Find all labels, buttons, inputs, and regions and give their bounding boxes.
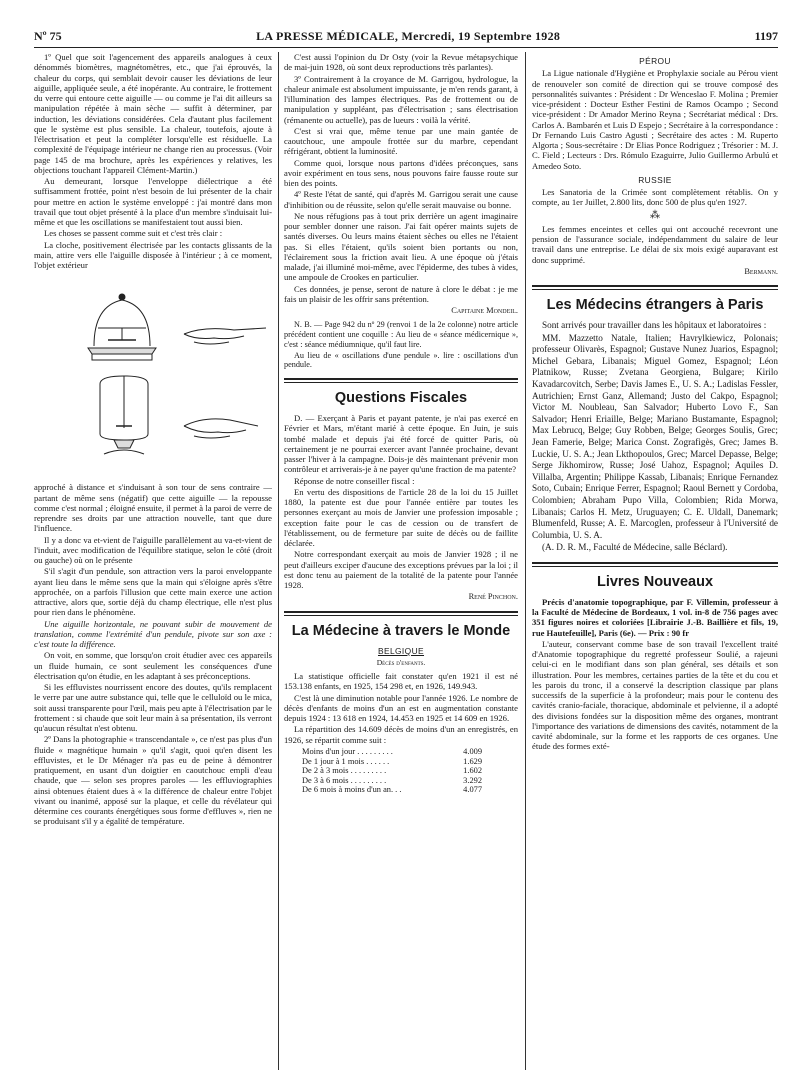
author-signature: Bermann.	[744, 266, 778, 276]
paragraph: En vertu des dispositions de l'article 28 de la loi du 15 Juillet 1880, la patente est due pour l'année entière par toutes les personnes exerçant au mois de Janvier une profession imposable ; exception faite pour le cas de cession ou de transfert de l'établissement, ou de fermeture par suite de décès ou de faillite déclarée.	[284, 486, 518, 549]
paragraph: (A. D. R. M., Faculté de Médecine, salle Béclard).	[542, 542, 728, 553]
column-rule	[278, 52, 279, 1070]
bell-jar-figure	[34, 276, 272, 476]
table-row: Moins d'un jour . . . . . . . . . 4.009	[302, 746, 482, 756]
country-heading: BELGIQUE	[377, 645, 425, 656]
table-row: De 3 à 6 mois . . . . . . . . . 3.292	[302, 775, 482, 785]
paragraph: La Ligue nationale d'Hygiène et Prophylaxie sociale au Pérou vient de renouveler son comité de direction qui se trouve composé des personnalités suivantes : Président : Dr Wenceslao F. Molina ; Premier vice-président : Docteur Esther Festini de Ramos Ocampo ; Second vice-président : Dr Amador Merino Reyna ; Secrétariat médical : Drs. Carlos A. Bambarén et Luis D Espejo ; Secrétaire à la correspondance : Dr Fernando Luis Castro Agusti ; Secrétaire des actes : M. Ruperto Algorta ; Sous-secrétaire : Dr Elias Ponce Rodriguez ; Trésorier : M. J. C. Field ; Lecteurs : Drs. Rómulo Ezaguirre, Julio Guillermo Arbulú et Amedeo Soto.	[532, 68, 778, 171]
book-reference: Précis d'anatomie topographique, par F. Villemin, professeur à la Faculté de Médecine de Bordeaux, 1 vol. in-8 de 756 pages avec 351 figures noires et coloriées [Librairie J.-B. Baillière et fils, 19, rue Hautefeuille], Paris (6e). — Prix : 90 fr	[532, 596, 778, 638]
paragraph: D. — Exerçant à Paris et payant patente, je n'ai pas exercé en Février et Mars, m'étant marié à cette époque. En Juin, je suis tombé malade et depuis j'ai été forcé de quitter Paris, où certainement je ne pourrai exercer avant l'année prochaine, devant passer l'hiver à la campagne. Dois-je dès maintenant prévenir mon contrôleur et arriverais-je à ne payer qu'une fraction de ma patente?	[284, 413, 518, 475]
column-3	[532, 52, 778, 1074]
paragraph: Sont arrivés pour travailler dans les hôpitaux et laboratoires :	[542, 320, 767, 330]
section-divider	[284, 378, 518, 383]
table-row: De 6 mois à moins d'un an. . . 4.077	[302, 785, 482, 795]
section-divider	[284, 611, 518, 616]
paragraph: Notre correspondant exerçait au mois de Janvier 1928 ; il ne peut d'ailleurs exciper d'aucune des exceptions prévues par la loi ; il est donc tenu au paiement de la totalité de la patente pour l'année 1928.	[284, 549, 518, 591]
author-signature: René Pinchon.	[468, 592, 518, 602]
paragraph: Si les effluvistes nourrissent encore des doutes, qu'ils remplacent le verre par une autre substance qui, telle que le celluloïd ou le mica, soit aussi transparente pour l'œil, mais peu apte à l'électrisation par le frottement : si chaude que soit leur main à sa présentation, ils verront qu'aucun résultat n'est obtenu.	[34, 682, 272, 733]
paragraph: Ne nous réfugions pas à tout prix derrière un agent imaginaire pour sembler donner une raison. J'ai fait opérer maints sujets de santés diverses. Ou leurs mains étaient sèches ou elles ne l'étaient pas. Si elles l'étaient, qu'ils soient bien portants ou non, l'éclairement sous la friction avait lieu. A une époque où j'étais malade, j'ai illuminé moi-même, avec l'épiderme, des tubes à vides, une ampoule de Crookes en particulier.	[284, 210, 518, 283]
page-number: 1197	[754, 29, 778, 43]
paragraph: La cloche, positivement électrisée par les contacts glissants de la main, attire vers elle l'aiguille disposée à l'intérieur ; à ce moment, l'objet extérieur	[34, 239, 272, 270]
paragraph: Les choses se passent comme suit et c'est très clair :	[44, 228, 223, 239]
table-row: De 2 à 3 mois . . . . . . . . . 1.602	[302, 766, 482, 776]
paragraph: Il y a donc va et-vient de l'aiguille parallèlement au va-et-vient de l'induit, avec modification de l'équilibre statique, selon le côté (droit ou gauche) où on le présente	[34, 534, 272, 565]
paragraph: S'il s'agit d'un pendule, son attraction vers la paroi enveloppante ayant lieu dans le même sens que la main qui s'éloigne après s'être approchée, on a parfois l'illusion que cette main exerce une action attractive, alors que, sortie déjà du champ électrique, elle n'est plus pour rien dans le phénomène.	[34, 566, 272, 618]
paragraph: L'auteur, conservant comme base de son travail l'excellent traité d'Anatomie topographique du regretté professeur Soulié, a rajeuni celui-ci en le modifiant dans son plan général, ses détails et son illustration. Pour les membres, certaines parties de la tête et du cou et les parois du tronc, il a conservé la description classique par plans successifs de la superficie à la profondeur; mais pour le contenu des cavités cranio-faciale, thoracique, abdominale et pelvienne, il a adopté des divisions fondées sur la disposition même des organes, montrant l'importance des variations de dimensions des cavités, notamment de la cavité abdominale, sur la forme et les rapports de ces organes. Une étude des formes exté-	[532, 638, 778, 752]
section-title: Questions Fiscales	[334, 390, 468, 407]
column-2	[284, 52, 518, 1074]
paragraph: Au demeurant, lorsque l'enveloppe diélectrique a été suffisamment frottée, point n'est besoin de lui présenter de la chair pour mettre en action le système enveloppé : j'ai montré dans mon travail que tout objet présenté à la place d'un membre s'induisait lui-même et que les oscillations se manifestaient tout aussi bien.	[34, 176, 272, 227]
section-title: La Médecine à travers le Monde	[291, 622, 511, 639]
paragraph: 1º Quel que soit l'agencement des appareils analogues à ceux dénommés biomètres, magnétomètres, etc., que j'ai éprouvés, la chaleur du corps, qui semblait devoir causer les déviations de leur aiguille, appliquée seule, a été inopérante. Au contraire, le frottement du verre qui entoure cette aiguille — ou comme je l'ai dit ailleurs sa manipulation répétée à main sèche — suffit à déterminer, par induction, les déviations considérées. Cela d'autant plus facilement que le système est plus sensible. La chaleur, toutefois, ajoute à l'électrisation et peut la compléter lorsqu'elle est résiduelle. La complexité de l'équipage intérieur ne change rien au processus. (Voir page 145 de ma brochure, après les expériences y relatives, les objections touchant l'appareil Clément-Martin.)	[34, 52, 272, 175]
column-1	[34, 52, 272, 1074]
page-header	[34, 22, 778, 48]
country-heading: RUSSIE	[638, 174, 672, 185]
paragraph: C'est là une diminution notable pour l'année 1926. Le nombre de décès d'enfants de moins d'un an est en augmentation constante depuis 1924 : 13 618 en 1924, 14.453 en 1925 et 14 609 en 1926.	[284, 692, 518, 724]
country-heading: PÉROU	[639, 56, 671, 66]
paragraph: MM. Mazzetto Natale, Italien; Havrylkiewicz, Polonais; professeur Olivarès, Espagnol; Gustave Nunez Juarios, Espagnol; Michel Gebara, Libanais; Miguel Gomez, Espagnol; Léon Platnikow, Russe; Zvetana Georgiena, Bulgare; Kirilo Kavadarcovitch, Serbe; Davis James E., U. S. A.; Ladislas Fessler, Autrichien; Ernst Ganz, Allemand; Justo del Cakpo, Espagnol; Victor M. Noubleau, San Salvador; Huberto Lovo F., San Salvador; Henri Eriaille, Belge; Mariano Bustamante, Espagnol; Max Lebrucq, Belge; Guy Robben, Belge; Georges Soulis, Grec; Jean Famerie, Belge; Marica Const. Zografigès, Grec; James B. Luckie, U. S. A.; Jean Lkthopoulos, Grec; Marcel Depasse, Belge; Serge Jikhomirow, Russe; José Uahoz, Espagnol; Aquiles D. Villalba, Argentin; Philippe Kassab, Libanais; Enrique Fernandez Soto, Cubain; Enrique Ferrer, Espagnol; Raoul Bernett y Cordoba, Colombien; Abraham Pupo Villa, Colombien; Rida Morwa, Libanais; Carlos H. Metz, Uruguayen; C. E. Uldall, Danemark; Blumenfeld, Russe; A. E. Marcoglen, professeur à l'Université de Columbia, U. S. A.	[532, 332, 778, 540]
paragraph: Les femmes enceintes et celles qui ont accouché recevront une pension de l'assurance sociale, indépendamment du salaire de leur travail dans une entreprise. Le délai de six mois exigé auparavant est donc supprimé.	[532, 223, 778, 265]
asterism-icon: ⁂	[650, 209, 660, 221]
journal-title: LA PRESSE MÉDICALE, Mercredi, 19 Septembre 1928	[256, 29, 561, 43]
paragraph: La statistique officielle fait constater qu'en 1921 il est né 153.138 enfants, en 1925, 154 298 et, en 1926, 149.943.	[284, 671, 518, 692]
issue-number: Nº 75	[34, 29, 62, 43]
subheading: Décès d'enfants.	[376, 657, 426, 667]
section-title: Les Médecins étrangers à Paris	[546, 297, 764, 313]
hand-icon	[184, 419, 258, 438]
paragraph: 3º Contrairement à la croyance de M. Garrigou, hydrologue, la chaleur animale est absolument impuissante, je m'en rends garant, à l'illumination des lampes électriques. Pas de frottement ou de manipulation y suppléant, pas d'électrisation ; sans électrisation (rémanente ou actuelle), pas de lueurs : voilà la vérité.	[284, 73, 518, 125]
paragraph: 4º Reste l'état de santé, qui d'après M. Garrigou serait une cause d'inhibition ou de réussite, selon qu'elle serait mauvaise ou bonne.	[284, 189, 518, 210]
section-title: Livres Nouveaux	[596, 573, 714, 590]
paragraph: La répartition des 14.609 décès de moins d'un an enregistrés, en 1926, se répartit comme suit :	[284, 724, 518, 745]
column-rule	[525, 52, 526, 1070]
paragraph: On voit, en somme, que lorsqu'on croit étudier avec ces appareils un fluide humain, ce sont seulement les conséquences d'une électrisation qu'on étudie, en les adaptant à ses préconceptions.	[34, 650, 272, 681]
section-divider	[532, 285, 778, 290]
paragraph: Comme quoi, lorsque nous partons d'idées préconçues, sans avoir expériment en tous sens, nous pouvons faire fausse route sur bien des points.	[284, 157, 518, 188]
paragraph: C'est si vrai que, même tenue par une main gantée de caoutchouc, une ampoule frottée sur du marbre, cependant réfrigérant, obtient la luminosité.	[284, 125, 518, 157]
paragraph: Les Sanatoria de la Crimée sont complètement rétablis. On y compte, au 1er Juillet, 2.800 lits, donc 500 de plus qu'en 1927.	[532, 187, 778, 208]
note: N. B. — Page 942 du nº 29 (renvoi 1 de la 2e colonne) notre article précédent contient une coquille : Au lieu de « séance médicernique », c'est : séance médiumnique, qu'il faut lire.	[284, 320, 518, 349]
paragraph: approché à distance et s'induisant à son tour de sens contraire — partant de même sens (négatif) que cette aiguille — la repousse comme c'est normal ; éloigné ensuite, il permet à la paroi de verre de reprendre ses droits par une attraction nouvelle, tant que dure l'influence.	[34, 482, 272, 534]
paragraph: Une aiguille horizontale, ne pouvant subir de mouvement de translation, comme l'extrémité d'un pendule, pivote sur son axe : c'est toute la différence.	[34, 618, 272, 649]
paragraph: C'est aussi l'opinion du Dr Osty (voir la Revue métapsychique de mai-juin 1928, où sont deux reproductions très parlantes).	[284, 52, 518, 73]
deaths-table	[302, 747, 518, 795]
table-row: De 1 jour à 1 mois . . . . . . 1.629	[302, 756, 482, 766]
author-signature: Capitaine Mondeil.	[451, 306, 518, 315]
paragraph: Réponse de notre conseiller fiscal :	[294, 475, 415, 486]
section-divider	[532, 562, 778, 567]
bell-jar-illustration	[34, 276, 272, 476]
paragraph: 2º Dans la photographie « transcendantale », ce n'est pas plus d'un fluide « magnétique humain » qu'il s'agit, quoi qu'en disent les effluvistes, et le Dr Ménager n'a pas eu de peine à démontrer pratiquement, en usant d'un doigtier en caoutchouc empli d'eau chaude, que — selon ses propres paroles — les effluviographies ainsi obtenues étaient dues à « la différence de chaleur entre l'objet vivant ou inanimé, apposé sur la plaque, et celle du révélateur qui détermine ces courants énergétiques sous forme d'effluves », rien ne se produisant s'il y a égalité de température.	[34, 734, 272, 827]
paragraph: Ces données, je pense, seront de nature à clore le débat : je me fais un plaisir de les offrir sans prétention.	[284, 283, 518, 304]
note: Au lieu de « oscillations d'une pendule ». lire : oscillations d'un pendule.	[284, 350, 518, 370]
hand-icon	[184, 328, 266, 344]
